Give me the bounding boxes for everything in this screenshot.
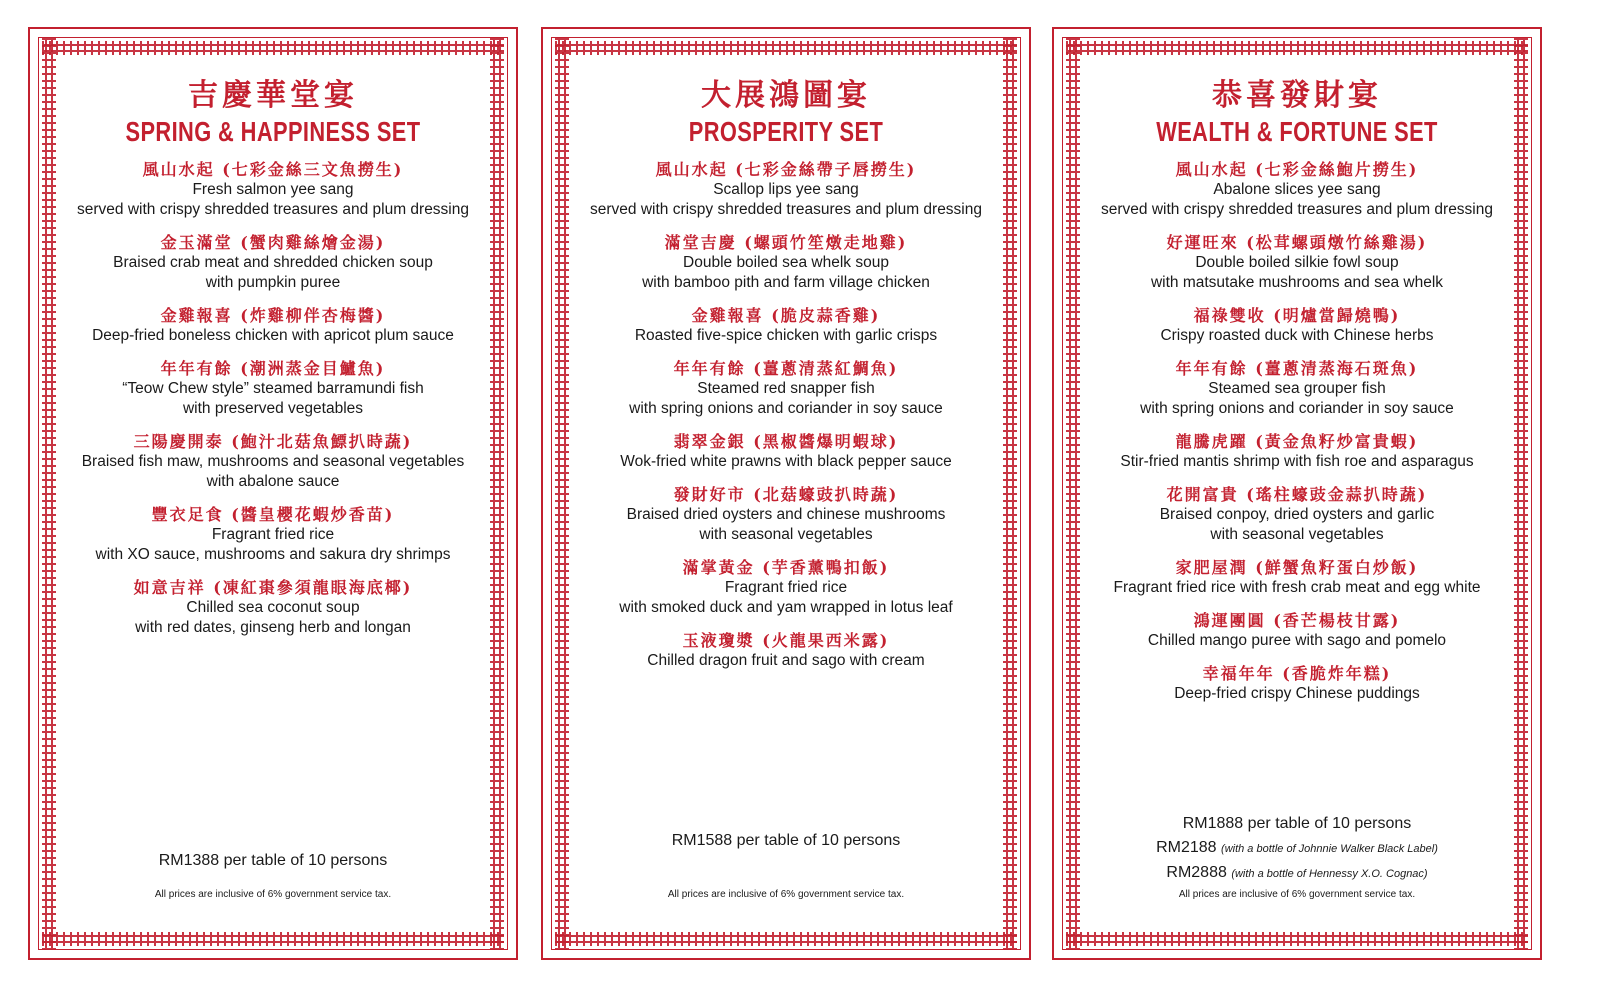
dish-name-chinese: 金雞報喜 (脆皮蒜香雞) (691, 306, 881, 325)
dish-item (1084, 610, 1510, 651)
price-block (1084, 812, 1510, 886)
dish-name-chinese: 好運旺來 (松茸螺頭燉竹絲雞湯) (1166, 233, 1428, 252)
fret-border-right (1514, 37, 1528, 950)
dish-name-chinese: 翡翠金銀 (黑椒醬爆明蝦球) (673, 432, 899, 451)
price-line (60, 849, 486, 873)
price-block (60, 849, 486, 873)
price-line (573, 829, 999, 853)
fret-border-bottom (42, 932, 504, 946)
dish-description-line1: Braised dried oysters and chinese mushrooms (626, 506, 946, 523)
dish-item (60, 232, 486, 293)
dish-description-line2: with spring onions and coriander in soy sauce (1140, 400, 1454, 417)
dish-description-line1: Braised fish maw, mushrooms and seasonal vegetables (81, 453, 465, 470)
fret-border-top (42, 41, 504, 55)
dish-description-line2: with XO sauce, mushrooms and sakura dry shrimps (95, 546, 451, 563)
dish-name-chinese: 花開富貴 (瑤柱蠔豉金蒜扒時蔬) (1166, 485, 1428, 504)
dish-item (1084, 232, 1510, 293)
dish-description-line1: Fresh salmon yee sang (192, 181, 354, 198)
tax-note: All prices are inclusive of 6% government service tax. (667, 889, 905, 900)
menu-title-chinese: 吉慶華堂宴 (188, 78, 358, 113)
dish-description-line1: Fragrant fried rice (724, 579, 848, 596)
fret-border-bottom (1066, 932, 1528, 946)
dish-description-line1: Chilled sea coconut soup (186, 599, 360, 616)
dish-item (1084, 159, 1510, 220)
dish-name-chinese: 年年有餘 (薑蔥清蒸海石斑魚) (1175, 359, 1419, 378)
dish-item (573, 557, 999, 618)
dish-item (573, 431, 999, 472)
dish-item (60, 431, 486, 492)
fret-border-left (555, 37, 569, 950)
dish-description-line1: “Teow Chew style” steamed barramundi fish (122, 380, 424, 397)
dish-description-line1: Fragrant fried rice with fresh crab meat and egg white (1113, 579, 1481, 596)
dish-name-chinese: 幸福年年 (香脆炸年糕) (1202, 664, 1392, 683)
dish-item (573, 484, 999, 545)
dish-item (573, 305, 999, 346)
dish-name-chinese: 如意吉祥 (凍紅棗參須龍眼海底椰) (133, 578, 413, 597)
dish-description-line1: Wok-fried white prawns with black pepper sauce (620, 453, 952, 470)
dish-description-line1: Abalone slices yee sang (1213, 181, 1381, 198)
dish-description-line1: Stir-fried mantis shrimp with fish roe and asparagus (1120, 453, 1474, 470)
price-block (573, 829, 999, 853)
dish-name-chinese: 三陽慶開泰 (鮑汁北菇魚鰾扒時蔬) (133, 432, 413, 451)
dish-description-line2: served with crispy shredded treasures and plum dressing (77, 201, 469, 218)
price-text: RM1888 per table of 10 persons (1182, 815, 1412, 832)
dish-item (1084, 484, 1510, 545)
fret-border-left (42, 37, 56, 950)
dish-name-chinese: 金雞報喜 (炸雞柳伴杏梅醬) (160, 306, 386, 325)
dish-description-line1: Double boiled silkie fowl soup (1195, 254, 1399, 271)
dish-name-chinese: 風山水起 (七彩金絲鮑片撈生) (1175, 160, 1419, 179)
menu-card (28, 27, 518, 960)
dish-item (60, 577, 486, 638)
tax-note: All prices are inclusive of 6% government service tax. (1178, 889, 1416, 900)
dish-item (573, 630, 999, 671)
dish-name-chinese: 年年有餘 (薑蔥清蒸紅鯛魚) (673, 359, 899, 378)
dish-description-line1: Steamed sea grouper fish (1208, 380, 1386, 397)
dish-item (1084, 305, 1510, 346)
menu-title-chinese: 大展鴻圖宴 (701, 78, 871, 113)
dish-description-line1: Braised crab meat and shredded chicken soup (113, 254, 433, 271)
dish-description-line1: Crispy roasted duck with Chinese herbs (1160, 327, 1434, 344)
dish-description-line1: Chilled mango puree with sago and pomelo (1147, 632, 1447, 649)
dish-description-line2: with smoked duck and yam wrapped in lotus leaf (619, 599, 953, 616)
dish-item (1084, 557, 1510, 598)
price-text: RM2888 (1166, 864, 1227, 881)
dish-name-chinese: 福祿雙收 (明爐當歸燒鴨) (1193, 306, 1401, 325)
menu-title-english: PROSPERITY SET (688, 116, 884, 147)
fret-border-bottom (555, 932, 1017, 946)
dish-description-line1: Braised conpoy, dried oysters and garlic (1159, 506, 1435, 523)
dish-description-line1: Deep-fried boneless chicken with apricot plum sauce (92, 327, 454, 344)
dish-item (60, 504, 486, 565)
dish-item (1084, 358, 1510, 419)
dish-description-line2: with matsutake mushrooms and sea whelk (1150, 274, 1444, 291)
dish-name-chinese: 發財好市 (北菇蠔豉扒時蔬) (673, 485, 899, 504)
dish-name-chinese: 滿掌黃金 (芋香薰鴨扣飯) (682, 558, 890, 577)
dish-description-line1: Roasted five-spice chicken with garlic crisps (634, 327, 938, 344)
menu-content (60, 77, 486, 928)
dish-description-line2: with preserved vegetables (182, 400, 364, 417)
price-line (1084, 861, 1510, 886)
dish-item (60, 159, 486, 220)
dish-item (1084, 663, 1510, 704)
fret-border-top (1066, 41, 1528, 55)
dish-description-line2: with bamboo pith and farm village chicken (642, 274, 930, 291)
dish-name-chinese: 豐衣足食 (醬皇櫻花蝦炒香苗) (151, 505, 395, 524)
dish-name-chinese: 金玉滿堂 (蟹肉雞絲燴金湯) (160, 233, 386, 252)
dish-description-line2: with spring onions and coriander in soy sauce (629, 400, 943, 417)
dish-description-line2: with seasonal vegetables (1210, 526, 1384, 543)
dish-description-line1: Deep-fried crispy Chinese puddings (1174, 685, 1420, 702)
menu-content (1084, 77, 1510, 928)
fret-border-right (1003, 37, 1017, 950)
dish-name-chinese: 家肥屋潤 (鮮蟹魚籽蛋白炒飯) (1175, 558, 1419, 577)
fret-border-top (555, 41, 1017, 55)
menu-card (541, 27, 1031, 960)
price-note: (with a bottle of Johnnie Walker Black Label) (1221, 843, 1438, 855)
price-line (1084, 812, 1510, 836)
price-note: (with a bottle of Hennessy X.O. Cognac) (1231, 868, 1428, 880)
price-line (1084, 836, 1510, 861)
fret-border-right (490, 37, 504, 950)
dish-name-chinese: 風山水起 (七彩金絲帶子唇撈生) (655, 160, 917, 179)
price-text: RM2188 (1156, 839, 1217, 856)
dish-description-line2: with abalone sauce (206, 473, 340, 490)
dish-item (60, 305, 486, 346)
price-text: RM1588 per table of 10 persons (671, 832, 901, 849)
menu-title-english: WEALTH & FORTUNE SET (1156, 116, 1438, 147)
dish-name-chinese: 龍騰虎躍 (黃金魚籽炒富貴蝦) (1175, 432, 1419, 451)
tax-note: All prices are inclusive of 6% government service tax. (154, 889, 392, 900)
menu-content (573, 77, 999, 928)
dish-item (573, 358, 999, 419)
dish-description-line2: with pumpkin puree (205, 274, 341, 291)
dish-description-line2: served with crispy shredded treasures and plum dressing (590, 201, 982, 218)
dish-description-line2: served with crispy shredded treasures and plum dressing (1101, 201, 1493, 218)
dish-name-chinese: 風山水起 (七彩金絲三文魚撈生) (142, 160, 404, 179)
dish-item (1084, 431, 1510, 472)
dish-name-chinese: 玉液瓊漿 (火龍果西米露) (682, 631, 890, 650)
dish-name-chinese: 滿堂吉慶 (螺頭竹笙燉走地雞) (664, 233, 908, 252)
menu-title-english: SPRING & HAPPINESS SET (125, 116, 421, 147)
fret-border-left (1066, 37, 1080, 950)
dish-name-chinese: 年年有餘 (潮洲蒸金目鱸魚) (160, 359, 386, 378)
dish-description-line2: with red dates, ginseng herb and longan (135, 619, 411, 636)
dish-description-line1: Scallop lips yee sang (713, 181, 859, 198)
price-text: RM1388 per table of 10 persons (158, 852, 388, 869)
dish-description-line1: Chilled dragon fruit and sago with cream (647, 652, 925, 669)
dish-description-line1: Double boiled sea whelk soup (683, 254, 889, 271)
dish-item (573, 232, 999, 293)
dish-item (573, 159, 999, 220)
dish-item (60, 358, 486, 419)
dish-description-line2: with seasonal vegetables (699, 526, 873, 543)
dish-description-line1: Fragrant fried rice (211, 526, 335, 543)
dish-description-line1: Steamed red snapper fish (697, 380, 875, 397)
menu-title-chinese: 恭喜發財宴 (1212, 78, 1382, 113)
menu-card (1052, 27, 1542, 960)
dish-name-chinese: 鴻運團圓 (香芒楊枝甘露) (1193, 611, 1401, 630)
